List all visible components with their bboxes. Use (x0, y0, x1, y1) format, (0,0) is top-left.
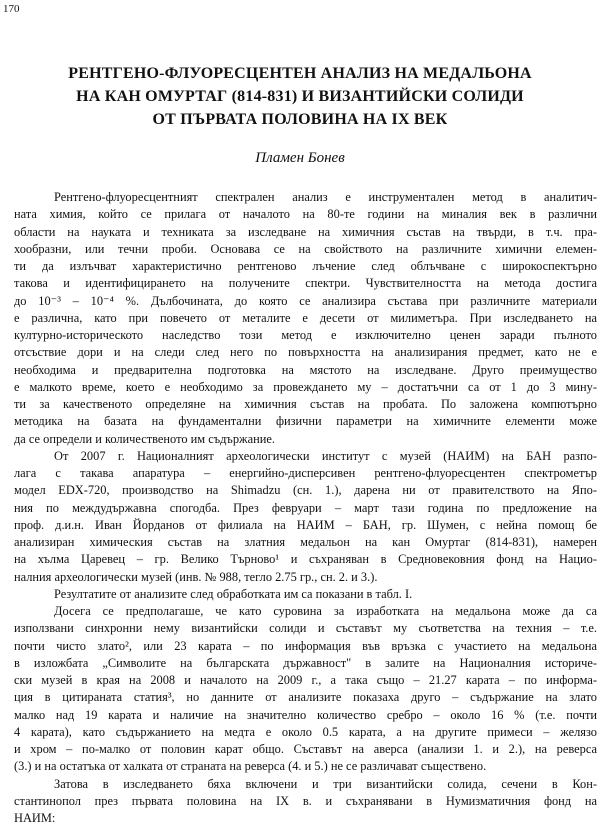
author-name: Пламен Бонев (255, 150, 345, 166)
body-line: Досега се предполагаше, че като суровина за изработката на медальона може да са (54, 604, 597, 618)
body-line: на хълма Царевец – гр. Велико Търново¹ и съхраняван в Средновековния фонд на Нацио- (14, 552, 597, 567)
body-line: стантинопол през първата половина на IX в. и съхранявани в Нумизматичния фонд на (14, 793, 597, 808)
body-line: модел EDX-720, производство на Shimadzu (сн. 1.), дарена ни от правителството на Япо- (14, 483, 597, 498)
body-line: От 2007 г. Националният археологически институт с музей (НАИМ) на БАН разпо- (54, 448, 597, 463)
article-title (0, 62, 600, 131)
body-line: Рентгено-флуоресцентният спектрален анализ е инструментален метод в аналитич- (54, 190, 597, 204)
body-line: лага с такава апаратура – енергийно-дисперсивен рентгено-флуоресцентен спектрометър (14, 466, 597, 480)
body-line: е различна, като при повечето от металите е десети от милиметъра. При изследването на (14, 310, 597, 325)
body-line: методика на базата на фундаментални физични параметри на химичните елементи може (14, 414, 597, 429)
body-line: отсъствие дори и на следи след него по повърхността на анализирания предмет, като не е (14, 345, 597, 360)
body-line: Резултатите от анализите след обработката им са показани в табл. I. (54, 586, 413, 601)
body-line: е малкото време, което е необходимо за провеждането му – достатъчни са от 1 до 3 мину- (14, 379, 597, 394)
body-line: ти да излъчват характеристично рентгеново лъчение след облъчване с широкоспектърно (14, 259, 597, 273)
body-line: малко над 19 карата и наличие на значително количество сребро – около 16 % (т.е. почти (14, 707, 597, 722)
body-line: анализиран химическия състав на златния медальон на кан Омуртаг (814-831), намерен (14, 535, 597, 549)
article-body (14, 189, 597, 827)
body-line: ната химия, който се прилага от началото на 80-те години на миналия век в различни (14, 207, 597, 222)
body-line: ски музей в края на 2008 и началото на 2009 г., а така също – 21.27 карата – по информа- (14, 673, 597, 687)
title-line: РЕНТГЕНО-ФЛУОРЕСЦЕНТЕН АНАЛИЗ НА МЕДАЛЬОНА (68, 65, 532, 82)
body-line: области на науката и техниката за изследване на химичния състав на твърди, в т.ч. пра- (14, 224, 597, 239)
body-line: НАИМ: (14, 811, 56, 825)
body-line: налния археологически музей (инв. № 988, тегло 2.75 гр., сн. 2. и 3.). (14, 569, 378, 584)
body-line: необходима и предварителна подготовка на мястото на изследване. Друго преимущество (14, 362, 597, 377)
body-line: такова и идентифицирането на получените спектри. Чувствителността на метода достига (14, 276, 597, 291)
title-line: ОТ ПЪРВАТА ПОЛОВИНА НА IX ВЕК (152, 111, 448, 128)
body-line: (3.) и на остатъка от халката от страната на реверса (4. и 5.) не се различават съществено. (14, 759, 487, 774)
body-line: до 10⁻³ – 10⁻⁴ %. Дълбочината, до която се анализира състава при различните материали (14, 293, 597, 308)
body-line: използвани синхронни нему византийски солиди и съставът му съответства на техния – т.е. (14, 621, 597, 636)
body-line: Затова в изследването бяха включени и три византийски солида, сечени в Кон- (54, 776, 597, 791)
body-line: ния по междудържавна спогодба. През февруари – март тази година по предложение на (14, 500, 597, 515)
body-line: ти за качественото определяне на химичния състав на пробата. По заложена компютърно (14, 397, 597, 411)
body-line: хообразни, или течни проби. Основава се на свойството на различните химични елемен- (14, 241, 597, 256)
title-line: НА КАН ОМУРТАГ (814-831) И ВИЗАНТИЙСКИ СОЛИДИ (76, 88, 524, 105)
body-line: да се определи и количественото им съдържание. (14, 431, 275, 446)
body-line: в изложбата „Символите на българската държавност" в залите на Националния историче- (14, 655, 597, 670)
body-line: почти чисто злато², или 23 карата – по информация във връзка с участието на медальона (14, 638, 597, 653)
body-line: проф. д.и.н. Иван Йорданов от филиала на НАИМ – БАН, гр. Шумен, с нейна помощ бе (14, 517, 597, 532)
body-line: 4 карата), като съдържанието на медта е около 0.5 карата, а на другите примеси – желязо (14, 724, 597, 739)
page-number: 170 (3, 3, 20, 15)
body-line: и хром – по-малко от половин карат общо. Съставът на аверса (анализи 1. и 2.), на реверса (14, 742, 597, 756)
body-line: културно-историческото наследство този метод е изключително ценен заради пълното (14, 328, 597, 342)
body-line: ция в цитираната статия³, но данните от анализите показаха друго – съдържание на злато (14, 690, 597, 705)
